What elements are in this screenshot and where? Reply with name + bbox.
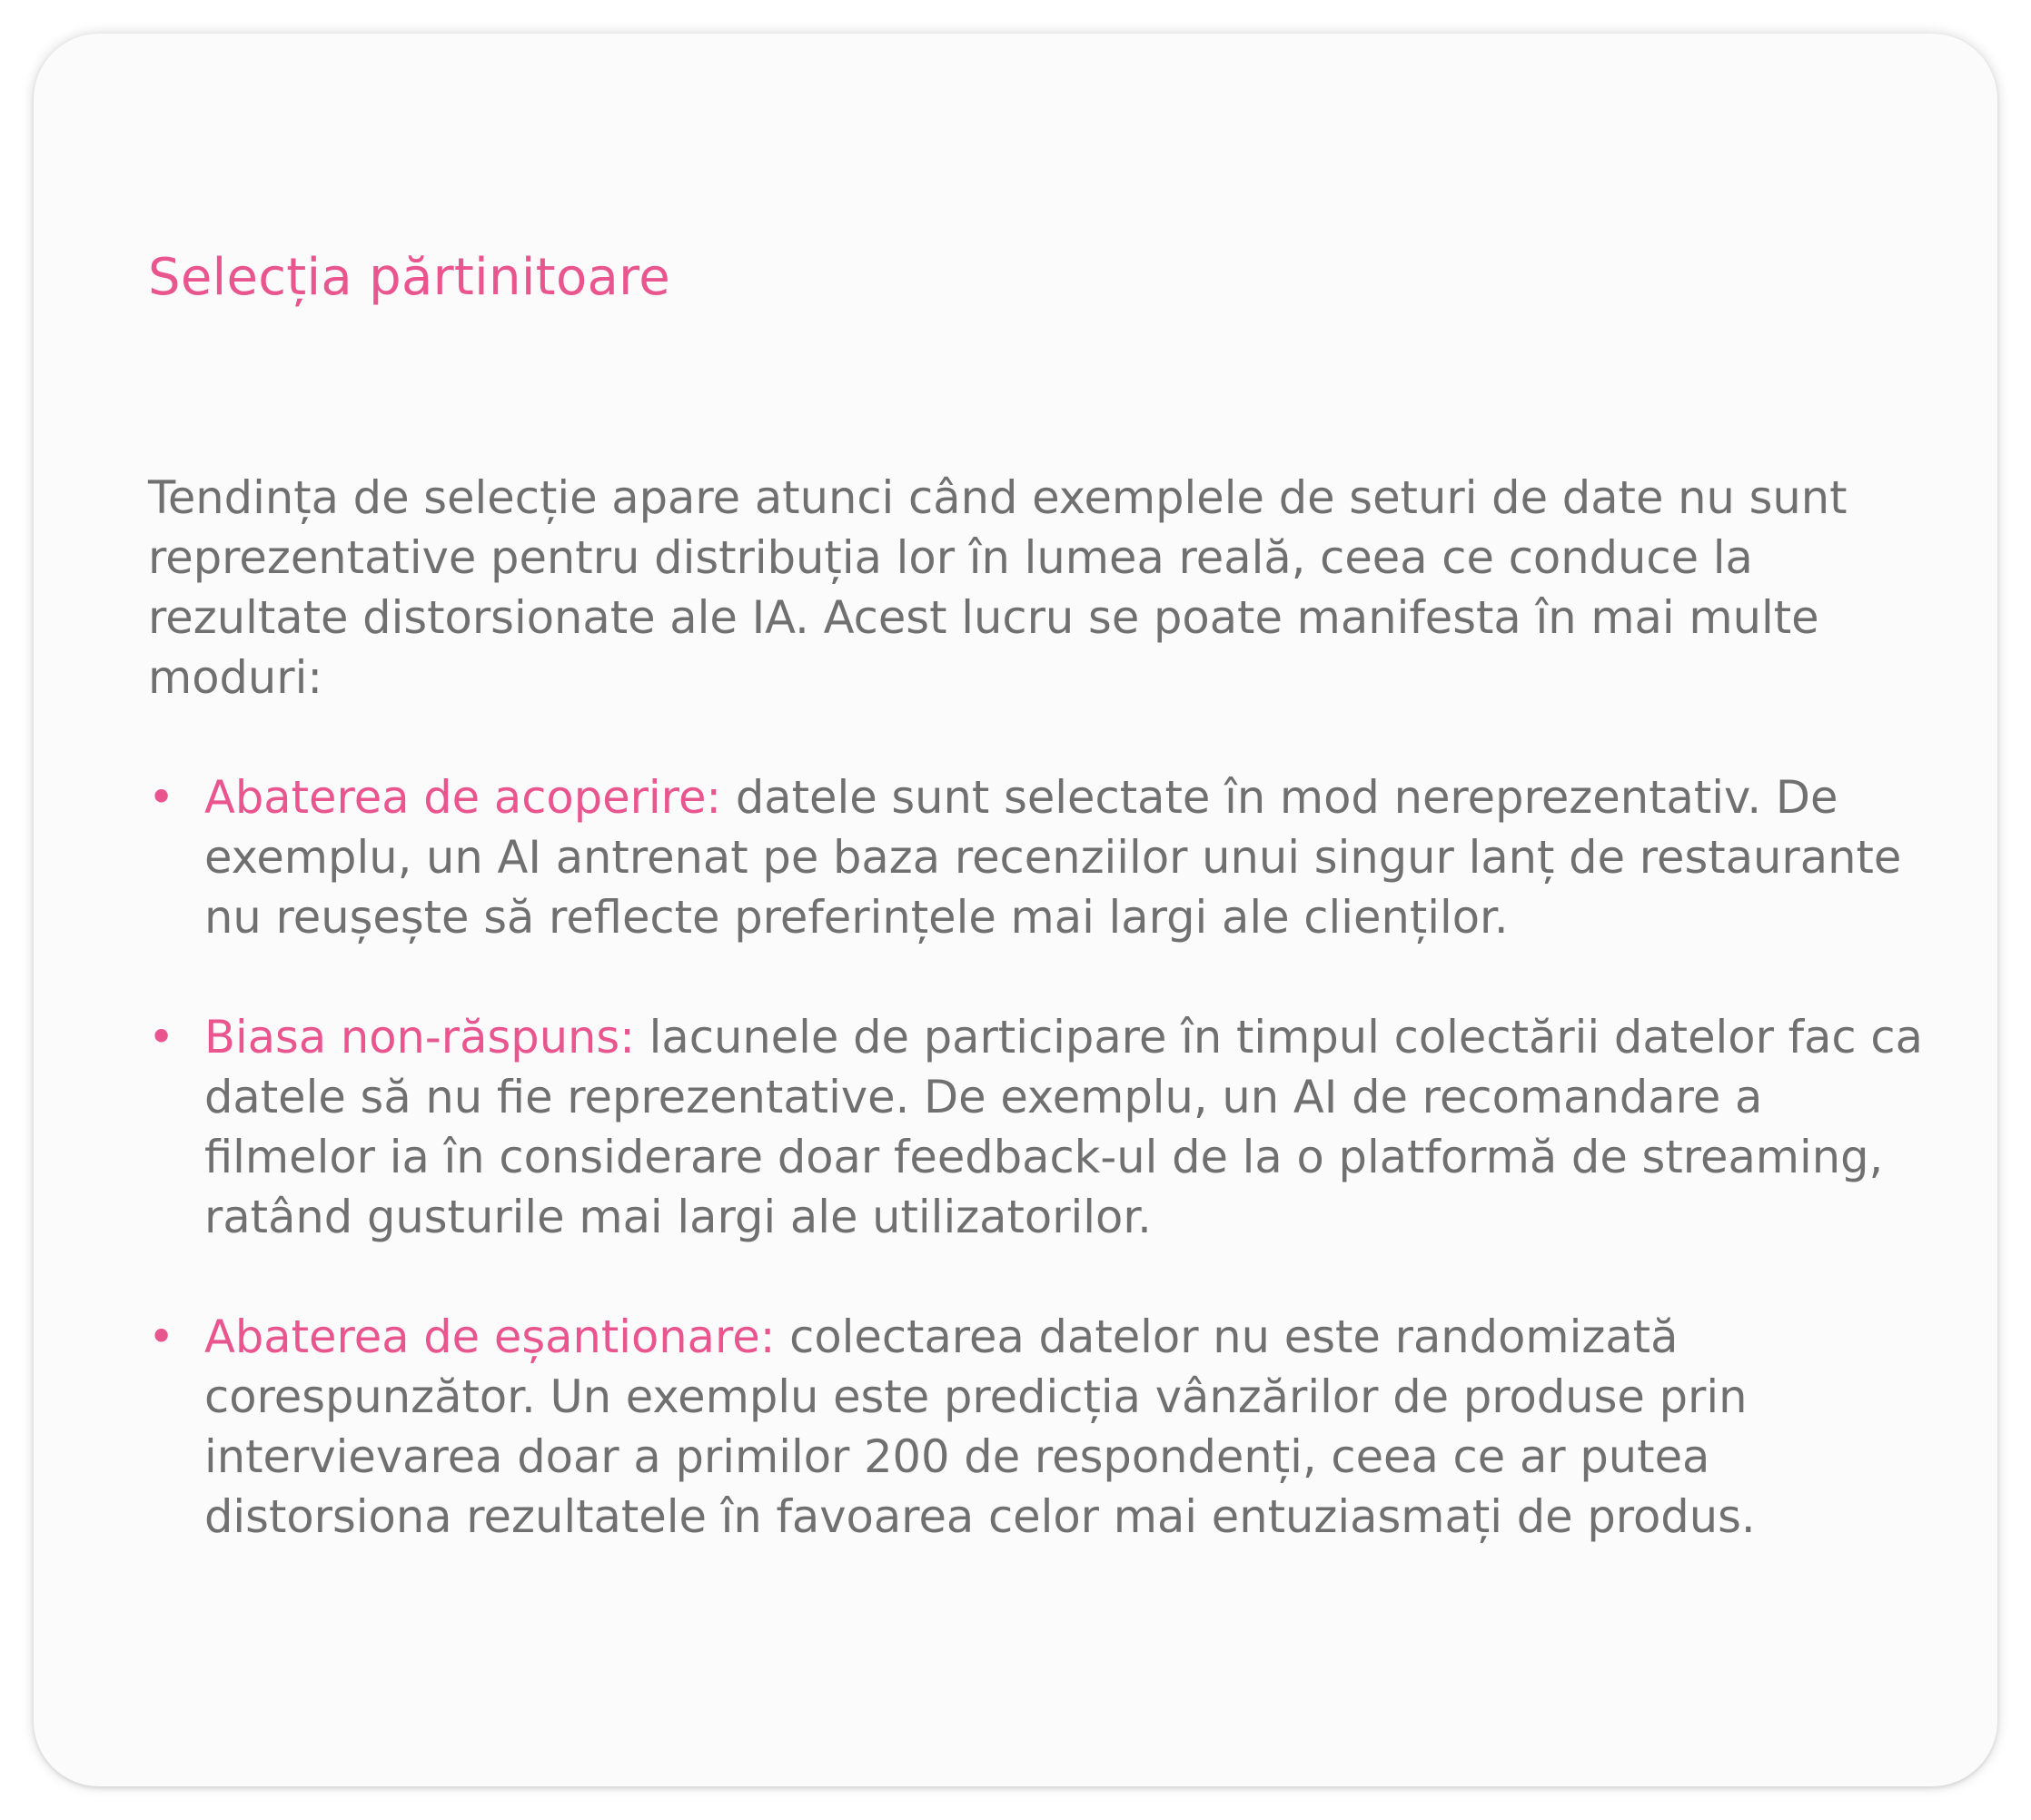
bullet-term: Biasa non-răspuns: — [204, 1011, 635, 1063]
body-text — [148, 468, 1928, 1607]
bullet-term: Abaterea de eșantionare: — [204, 1311, 776, 1363]
bullet-item-sampling-bias — [148, 1307, 1928, 1547]
bullet-text: colectarea datelor nu este randomizată corespunzător. Un exemplu este predicția vânzărilor de produse prin intervievarea doar a primilor 200 de respondenți, ceea ce ar putea distorsiona rezultatele în favoarea celor mai entuziasmați de produs. — [204, 1311, 1756, 1543]
bullet-dot-icon: • — [148, 1011, 175, 1063]
bullet-text: lacunele de participare în timpul colectării datelor fac ca datele să nu fie reprezentative. De exemplu, un AI de recomandare a filmelor ia în considerare doar feedback-ul de la o platformă de streaming, ratând gusturile mai largi ale utilizatorilor. — [204, 1011, 1923, 1243]
intro-paragraph: Tendința de selecție apare atunci când exemplele de seturi de date nu sunt reprezentative pentru distribuția lor în lumea reală, ceea ce conduce la rezultate distorsionate ale IA. Acest lucru se poate manifesta în mai multe moduri: — [148, 471, 1848, 704]
bullet-dot-icon: • — [148, 1311, 175, 1363]
bullet-list — [148, 767, 1928, 1547]
bullet-item-non-response-bias — [148, 1007, 1928, 1247]
bullet-term: Abaterea de acoperire: — [204, 771, 722, 824]
bullet-dot-icon: • — [148, 771, 175, 824]
page-title: Selecția părtinitoare — [148, 248, 670, 307]
bullet-text: datele sunt selectate în mod nereprezentativ. De exemplu, un AI antrenat pe baza recenziilor unui singur lanț de restaurante nu reușește să reflecte preferințele mai largi ale clienților. — [204, 771, 1902, 944]
bullet-item-coverage-bias — [148, 767, 1928, 947]
content-card — [34, 34, 1997, 1786]
